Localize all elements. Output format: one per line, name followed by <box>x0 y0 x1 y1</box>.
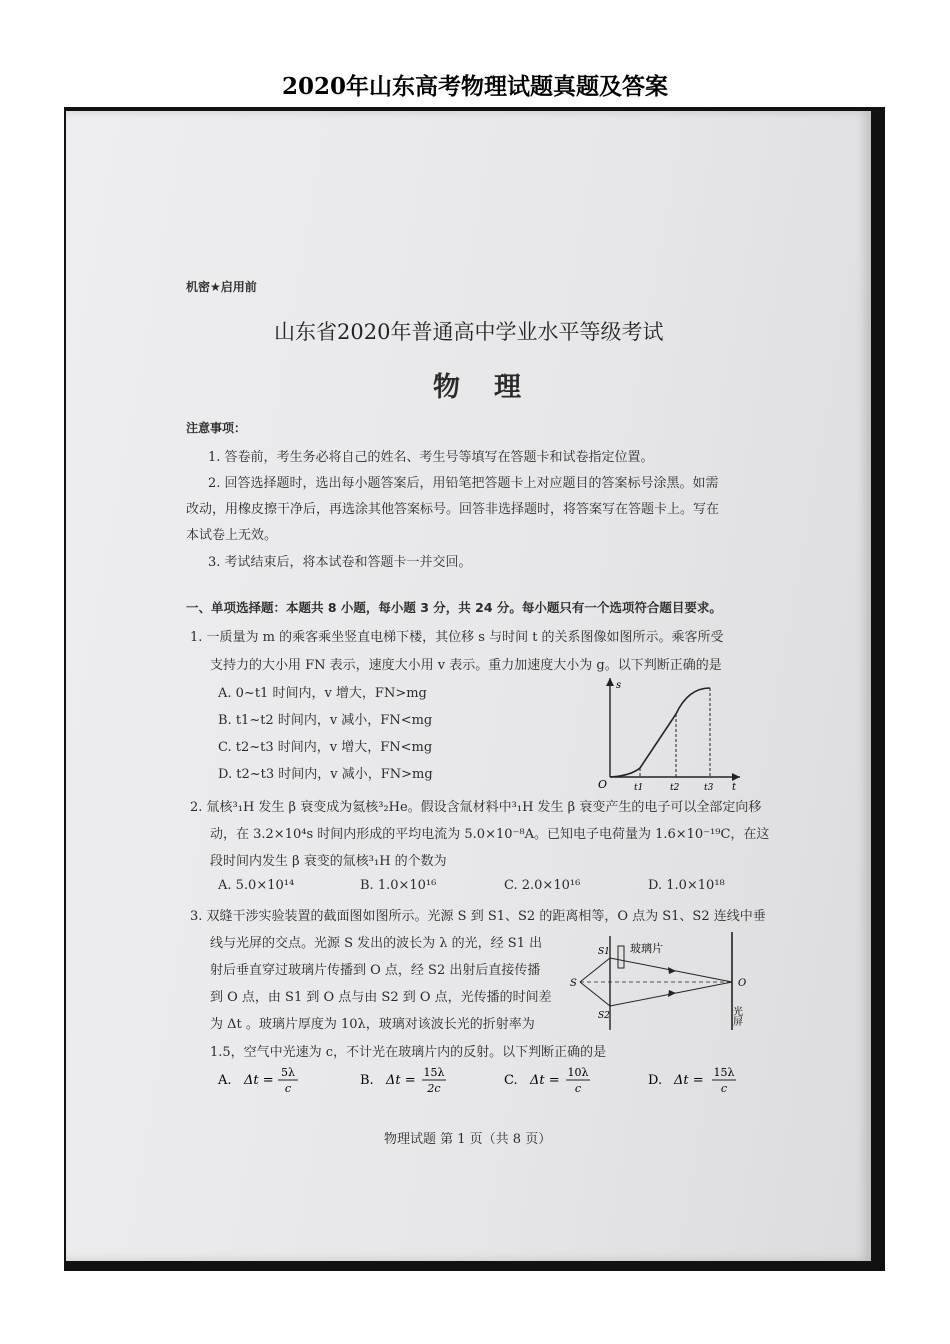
ray-s-s1 <box>580 958 610 982</box>
x-axis-arrow <box>732 773 740 781</box>
q2-option-d: D. 1.0×10¹⁸ <box>648 878 725 893</box>
svg-text:c: c <box>720 1082 728 1095</box>
glass-plate <box>618 946 624 968</box>
svg-text:15λ: 15λ <box>713 1066 735 1079</box>
label-s1: S1 <box>598 947 610 957</box>
svg-text:c: c <box>284 1082 292 1095</box>
q2-stem: 2. 氚核³₁H 发生 β 衰变成为氦核³₂He。假设含氚材料中³₁H 发生 β 衰变产生的电子可以全部定向移 <box>190 800 762 815</box>
q1-option-d: D. t2~t3 时间内，v 减小，FN>mg <box>218 767 433 782</box>
subject-title: 物理 <box>433 372 555 403</box>
exam-title: 山东省2020年普通高中学业水平等级考试 <box>274 320 664 344</box>
svg-text:10λ: 10λ <box>567 1066 589 1079</box>
q3-stem: 1.5，空气中光速为 c，不计光在玻璃片内的反射。以下判断正确的是 <box>210 1045 607 1060</box>
s-t-curve <box>610 688 710 777</box>
svg-text:Δt =: Δt = <box>386 1073 416 1088</box>
q3-options <box>210 1060 770 1104</box>
note-line: 改动，用橡皮擦干净后，再选涂其他答案标号。回答非选择题时，将答案写在答题卡上。写在 <box>186 502 720 517</box>
svg-text:Δt =: Δt = <box>244 1073 274 1088</box>
confidential-label: 机密★启用前 <box>186 280 257 294</box>
svg-text:B.: B. <box>360 1073 374 1088</box>
label-screen: 光屏 <box>730 1006 742 1026</box>
q1-stem: 支持力的大小用 FN 表示，速度大小用 v 表示。重力加速度大小为 g。以下判断正确的是 <box>210 658 722 673</box>
q3-stem: 到 O 点，由 S1 到 O 点与由 S2 到 O 点，光传播的时间差 <box>210 990 552 1005</box>
notes-heading: 注意事项： <box>186 421 247 435</box>
q3-option-a <box>217 1066 298 1095</box>
q2-stem: 段时间内发生 β 衰变的氚核³₁H 的个数为 <box>210 854 447 869</box>
ray-s-s2 <box>580 982 610 1006</box>
q2-stem: 动，在 3.2×10⁴s 时间内形成的平均电流为 5.0×10⁻⁸A。已知电子电荷量为 1.6×10⁻¹⁹C，在这 <box>210 827 770 842</box>
tick-t3: t3 <box>704 783 714 793</box>
label-source: S <box>570 978 577 989</box>
q3-stem: 为 Δt 。玻璃片厚度为 10λ，玻璃对该波长光的折射率为 <box>210 1017 535 1032</box>
q3-stem: 3. 双缝干涉实验装置的截面图如图所示。光源 S 到 S1、S2 的距离相等，O 点为 S1、S2 连线中垂 <box>190 909 766 924</box>
q3-option-c <box>504 1066 590 1095</box>
tick-t1: t1 <box>634 783 644 793</box>
svg-text:5λ: 5λ <box>281 1066 295 1079</box>
svg-text:15λ: 15λ <box>423 1066 445 1079</box>
ray-arrow <box>668 990 676 997</box>
y-axis-label: s <box>616 680 622 691</box>
double-slit-diagram <box>566 930 766 1032</box>
note-line: 1. 答卷前，考生务必将自己的姓名、考生号等填写在答题卡和试卷指定位置。 <box>208 450 654 465</box>
q1-option-c: C. t2~t3 时间内，v 增大，FN<mg <box>218 740 433 755</box>
page-footer: 物理试题 第 1 页（共 8 页） <box>384 1132 552 1147</box>
note-line: 3. 考试结束后，将本试卷和答题卡一并交回。 <box>208 555 472 570</box>
origin-label: O <box>598 778 608 791</box>
q1-option-a: A. 0~t1 时间内，v 增大，FN>mg <box>218 686 427 701</box>
q3-option-d <box>648 1066 736 1095</box>
note-line: 本试卷上无效。 <box>186 528 278 543</box>
q3-stem: 射后垂直穿过玻璃片传播到 O 点，经 S2 出射后直接传播 <box>210 963 541 978</box>
q3-stem: 线与光屏的交点。光源 S 发出的波长为 λ 的光，经 S1 出 <box>210 936 543 951</box>
svg-text:Δt =: Δt = <box>530 1073 560 1088</box>
ray-arrow <box>668 967 676 974</box>
note-line: 2. 回答选择题时，选出每小题答案后，用铅笔把答题卡上对应题目的答案标号涂黑。如需 <box>208 476 719 491</box>
tick-t2: t2 <box>670 783 680 793</box>
q1-option-b: B. t1~t2 时间内，v 减小，FN<mg <box>218 713 433 728</box>
y-axis-arrow <box>606 678 614 686</box>
section-heading: 一、单项选择题：本题共 8 小题，每小题 3 分，共 24 分。每小题只有一个选项符合题目要求。 <box>186 600 722 615</box>
svg-text:Δt =: Δt = <box>674 1073 704 1088</box>
q2-option-b: B. 1.0×10¹⁶ <box>360 878 437 893</box>
label-s2: S2 <box>598 1011 610 1021</box>
label-o: O <box>738 978 747 989</box>
svg-text:A.: A. <box>218 1073 232 1088</box>
label-glass: 玻璃片 <box>630 942 663 955</box>
svg-text:D.: D. <box>648 1073 663 1088</box>
s-t-graph <box>592 672 752 796</box>
q2-option-c: C. 2.0×10¹⁶ <box>504 878 581 893</box>
svg-text:2c: 2c <box>427 1082 441 1095</box>
q2-option-a: A. 5.0×10¹⁴ <box>218 878 295 893</box>
document-title: 2020年山东高考物理试题真题及答案 <box>281 73 668 100</box>
x-axis-label: t <box>732 782 737 793</box>
svg-text:C.: C. <box>504 1073 518 1088</box>
q3-option-b <box>360 1066 446 1095</box>
q1-stem: 1. 一质量为 m 的乘客乘坐竖直电梯下楼，其位移 s 与时间 t 的关系图像如图所示。乘客所受 <box>190 630 724 645</box>
svg-text:c: c <box>574 1082 582 1095</box>
